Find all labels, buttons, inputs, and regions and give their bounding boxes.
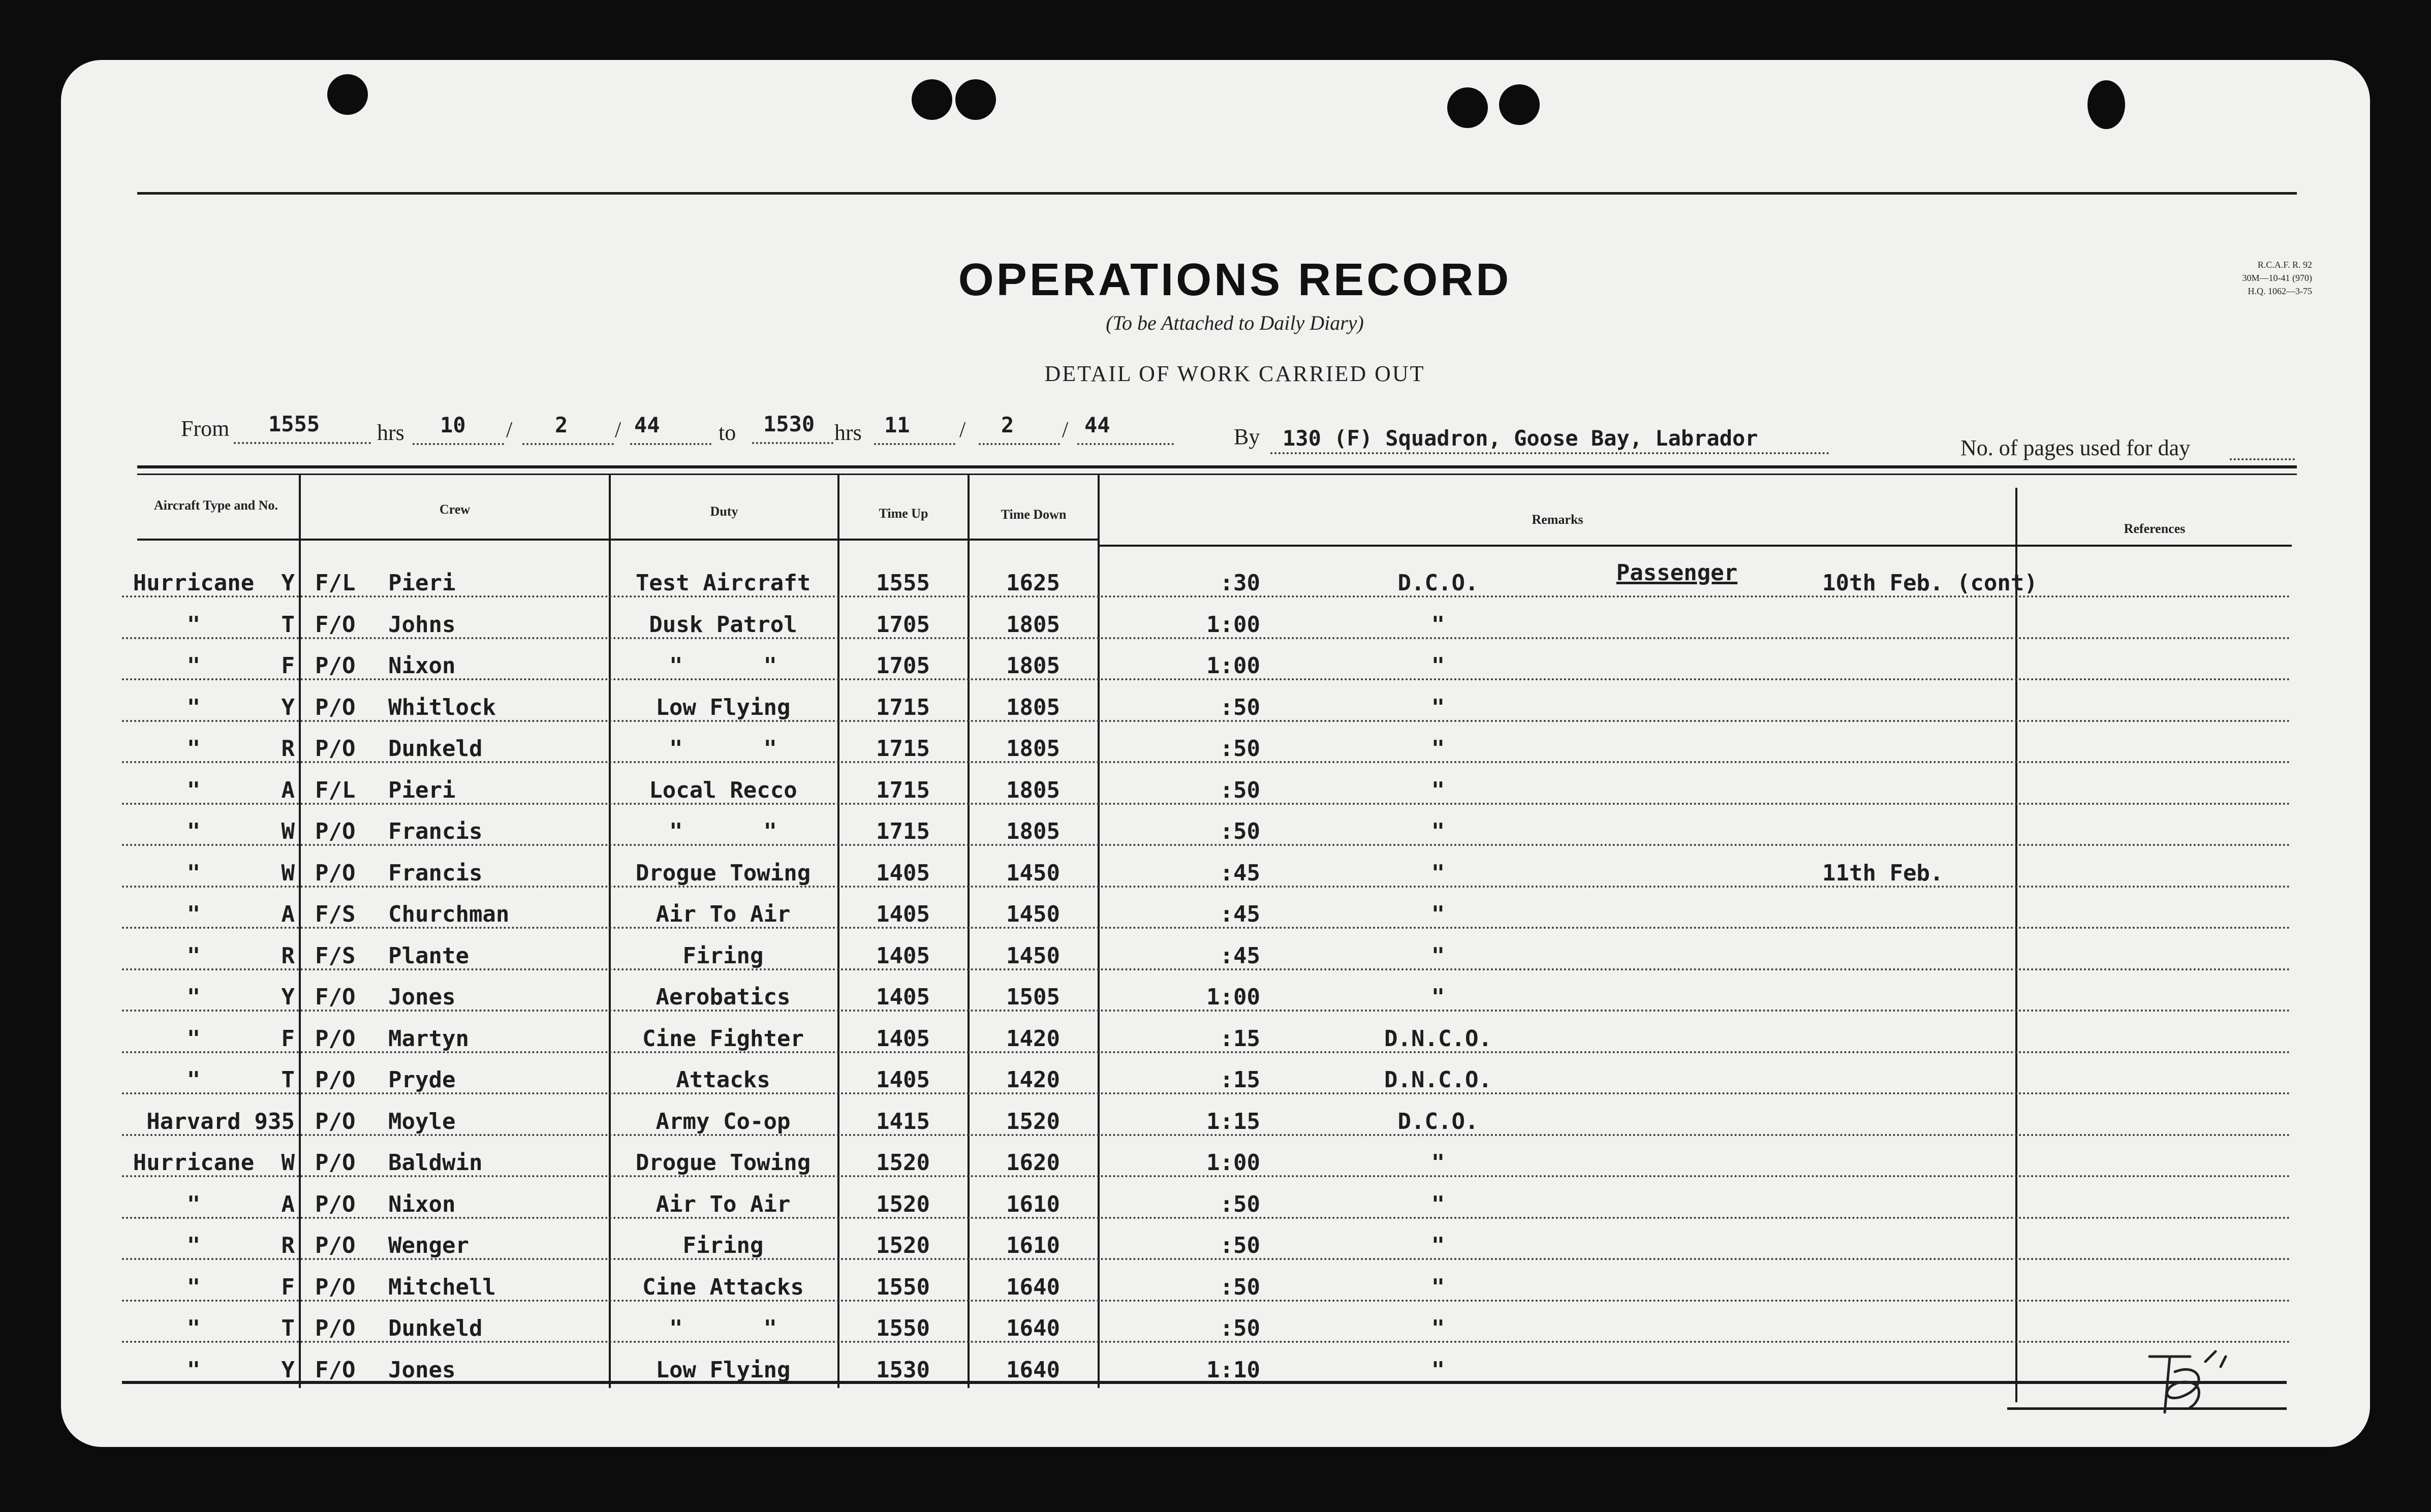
- remark: ": [1431, 653, 1445, 679]
- time-up: 1715: [876, 694, 930, 720]
- duty: " ": [669, 1315, 777, 1341]
- table-row: [0, 1138, 2431, 1179]
- remark: ": [1431, 1150, 1445, 1176]
- time-down: 1625: [1006, 570, 1060, 596]
- flight-duration: :50: [1220, 1191, 1260, 1217]
- crew-name: Nixon: [388, 653, 456, 679]
- duty: Low Flying: [656, 1357, 791, 1383]
- duty: Firing: [682, 1233, 764, 1258]
- aircraft-type: ": [186, 901, 201, 927]
- row-dotline: [122, 1134, 2292, 1136]
- from-time: 1555: [268, 412, 320, 436]
- header-bottom-rule: [137, 539, 1098, 541]
- time-up: 1405: [876, 860, 930, 886]
- date-slash: /: [506, 417, 513, 442]
- to-month: 2: [1001, 413, 1014, 437]
- crew-name: Pieri: [388, 570, 456, 596]
- duty: " ": [669, 818, 777, 844]
- header-bottom-rule-remarks: [1098, 545, 2292, 547]
- aircraft-type: ": [186, 860, 201, 886]
- remark: ": [1431, 818, 1445, 844]
- from-year-dotline: [630, 443, 711, 445]
- duty: Aerobatics: [656, 984, 791, 1010]
- crew-name: Jones: [388, 1357, 456, 1383]
- crew-name: Baldwin: [388, 1150, 483, 1176]
- aircraft-no: R: [281, 1233, 295, 1258]
- pages-label: No. of pages used for day: [1960, 435, 2191, 460]
- table-row: [0, 889, 2431, 931]
- table-row: [0, 682, 2431, 724]
- table-row: [0, 848, 2431, 890]
- remark: ": [1431, 777, 1445, 803]
- time-down: 1640: [1006, 1315, 1060, 1341]
- aircraft-type: ": [186, 1025, 201, 1052]
- time-down: 1610: [1006, 1233, 1060, 1258]
- time-down: 1505: [1006, 984, 1060, 1010]
- time-up: 1550: [876, 1274, 930, 1300]
- header-crew: Crew: [439, 502, 471, 517]
- row-dotline: [122, 968, 2292, 970]
- remark: ": [1431, 984, 1445, 1010]
- aircraft-no: Y: [281, 570, 295, 596]
- time-down: 1805: [1006, 653, 1060, 679]
- from-year: 44: [634, 413, 660, 437]
- flight-duration: :45: [1220, 942, 1260, 969]
- flight-duration: :30: [1220, 570, 1260, 596]
- crew-name: Mitchell: [388, 1274, 496, 1300]
- row-dotline: [122, 886, 2292, 888]
- flight-duration: :50: [1220, 736, 1260, 762]
- to-time: 1530: [763, 412, 815, 436]
- row-dotline: [122, 1092, 2292, 1094]
- row-dotline: [122, 927, 2292, 929]
- remark: ": [1431, 942, 1445, 969]
- table-row: [0, 1220, 2431, 1262]
- aircraft-no: W: [281, 860, 295, 886]
- duty: Air To Air: [656, 1191, 791, 1217]
- hrs-label: hrs: [834, 420, 862, 445]
- time-down: 1610: [1006, 1191, 1060, 1217]
- aircraft-type: ": [186, 736, 201, 762]
- table-row: [0, 1262, 2431, 1304]
- crew-rank: P/O: [315, 694, 356, 720]
- duty: Drogue Towing: [635, 1150, 811, 1176]
- remark: ": [1431, 901, 1445, 927]
- time-up: 1405: [876, 901, 930, 927]
- table-row: [0, 600, 2431, 641]
- row-dotline: [122, 1175, 2292, 1177]
- duty: Dusk Patrol: [649, 611, 797, 638]
- crew-rank: P/O: [315, 1315, 356, 1341]
- row-dotline: [122, 637, 2292, 639]
- crew-rank: P/O: [315, 1150, 356, 1176]
- reference: 11th Feb.: [1822, 860, 1944, 886]
- crew-rank: F/S: [315, 942, 356, 969]
- duty: Attacks: [676, 1067, 770, 1093]
- aircraft-no: T: [281, 611, 295, 638]
- reference: 10th Feb. (cont): [1822, 570, 2038, 596]
- crew-rank: P/O: [315, 1025, 356, 1052]
- aircraft-no: A: [281, 777, 295, 803]
- aircraft-type: ": [186, 942, 201, 969]
- aircraft-no: T: [281, 1315, 295, 1341]
- remark: D.N.C.O.: [1384, 1067, 1492, 1093]
- flight-duration: 1:00: [1206, 653, 1260, 679]
- time-down: 1450: [1006, 901, 1060, 927]
- crew-rank: P/O: [315, 736, 356, 762]
- flight-duration: :50: [1220, 818, 1260, 844]
- duty: Cine Fighter: [642, 1025, 804, 1052]
- form-code: [2124, 258, 2312, 298]
- document-subtitle: (To be Attached to Daily Diary): [1106, 311, 1364, 334]
- row-dotline: [122, 595, 2292, 597]
- time-down: 1450: [1006, 942, 1060, 969]
- aircraft-type: ": [186, 694, 201, 720]
- detail-heading: DETAIL OF WORK CARRIED OUT: [1044, 361, 1425, 386]
- to-time-dotline: [752, 442, 833, 444]
- crew-rank: F/L: [315, 570, 356, 596]
- aircraft-type: ": [186, 653, 201, 679]
- aircraft-type: ": [186, 818, 201, 844]
- crew-name: Whitlock: [388, 694, 496, 720]
- signature-initials: [2144, 1341, 2236, 1418]
- aircraft-type: ": [186, 1233, 201, 1258]
- crew-rank: P/O: [315, 1108, 356, 1135]
- remark-extra: Passenger: [1616, 560, 1738, 586]
- remark: ": [1431, 860, 1445, 886]
- to-day: 11: [884, 413, 910, 437]
- time-down: 1640: [1006, 1357, 1060, 1383]
- punch-hole: [327, 74, 368, 115]
- time-up: 1520: [876, 1233, 930, 1258]
- time-up: 1715: [876, 777, 930, 803]
- time-up: 1530: [876, 1357, 930, 1383]
- remark: ": [1431, 1274, 1445, 1300]
- crew-name: Dunkeld: [388, 736, 483, 762]
- flight-duration: :50: [1220, 1274, 1260, 1300]
- aircraft-type: ": [186, 1191, 201, 1217]
- duty: Army Co-op: [656, 1108, 791, 1135]
- table-row: [0, 1096, 2431, 1138]
- remark: ": [1431, 1191, 1445, 1217]
- table-row: [0, 1345, 2431, 1387]
- header-duty: Duty: [710, 504, 738, 519]
- flight-duration: :45: [1220, 901, 1260, 927]
- table-row: [0, 806, 2431, 848]
- aircraft-type: Harvard: [146, 1108, 241, 1135]
- time-up: 1520: [876, 1191, 930, 1217]
- duty: Firing: [682, 942, 764, 969]
- crew-rank: P/O: [315, 1233, 356, 1258]
- flight-duration: :50: [1220, 1233, 1260, 1258]
- time-up: 1550: [876, 1315, 930, 1341]
- row-dotline: [122, 1258, 2292, 1260]
- flight-duration: :50: [1220, 777, 1260, 803]
- crew-name: Moyle: [388, 1108, 456, 1135]
- time-up: 1555: [876, 570, 930, 596]
- hrs-label: hrs: [377, 420, 404, 445]
- crew-name: Martyn: [388, 1025, 469, 1052]
- time-down: 1620: [1006, 1150, 1060, 1176]
- remark: D.N.C.O.: [1384, 1025, 1492, 1052]
- aircraft-type: ": [186, 1357, 201, 1383]
- crew-rank: P/O: [315, 818, 356, 844]
- row-dotline: [122, 1300, 2292, 1302]
- date-slash: /: [1062, 417, 1069, 442]
- time-up: 1415: [876, 1108, 930, 1135]
- row-dotline: [122, 1217, 2292, 1219]
- time-up: 1715: [876, 818, 930, 844]
- row-dotline: [122, 803, 2292, 805]
- row-dotline: [122, 1010, 2292, 1012]
- duty: Low Flying: [656, 694, 791, 720]
- crew-rank: F/O: [315, 611, 356, 638]
- crew-rank: P/O: [315, 1274, 356, 1300]
- from-time-dotline: [234, 442, 371, 444]
- time-up: 1405: [876, 1025, 930, 1052]
- table-row: [0, 1055, 2431, 1096]
- aircraft-type: ": [186, 984, 201, 1010]
- time-up: 1405: [876, 942, 930, 969]
- table-top-rule-2: [137, 474, 2297, 475]
- crew-rank: F/L: [315, 777, 356, 803]
- aircraft-no: A: [281, 901, 295, 927]
- time-down: 1420: [1006, 1025, 1060, 1052]
- punch-hole: [1447, 87, 1488, 128]
- top-rule: [137, 192, 2297, 195]
- table-row: [0, 1303, 2431, 1345]
- unit-name: 130 (F) Squadron, Goose Bay, Labrador: [1283, 426, 1758, 451]
- duty: " ": [669, 736, 777, 762]
- crew-name: Francis: [388, 818, 483, 844]
- aircraft-no: Y: [281, 984, 295, 1010]
- time-down: 1805: [1006, 777, 1060, 803]
- flight-duration: :50: [1220, 1315, 1260, 1341]
- time-down: 1805: [1006, 694, 1060, 720]
- flight-duration: 1:00: [1206, 984, 1260, 1010]
- duty: Test Aircraft: [635, 570, 811, 596]
- aircraft-no: F: [281, 1025, 295, 1052]
- aircraft-type: Hurricane: [133, 1150, 255, 1176]
- aircraft-type: ": [186, 1067, 201, 1093]
- remark: ": [1431, 694, 1445, 720]
- row-dotline: [122, 1051, 2292, 1053]
- crew-name: Pieri: [388, 777, 456, 803]
- crew-name: Nixon: [388, 1191, 456, 1217]
- header-time-up: Time Up: [879, 506, 928, 521]
- crew-name: Pryde: [388, 1067, 456, 1093]
- time-down: 1805: [1006, 611, 1060, 638]
- time-down: 1640: [1006, 1274, 1060, 1300]
- duty: " ": [669, 653, 777, 679]
- aircraft-type: ": [186, 777, 201, 803]
- crew-name: Wenger: [388, 1233, 469, 1258]
- aircraft-no: 935: [254, 1108, 295, 1135]
- by-label: By: [1234, 424, 1260, 449]
- aircraft-type: ": [186, 1315, 201, 1341]
- table-row: [0, 1014, 2431, 1055]
- crew-rank: F/O: [315, 1357, 356, 1383]
- form-code-line: H.Q. 1062—3-75: [2248, 286, 2312, 296]
- to-label: to: [719, 420, 736, 445]
- table-row: [0, 931, 2431, 972]
- crew-name: Dunkeld: [388, 1315, 483, 1341]
- flight-duration: :15: [1220, 1025, 1260, 1052]
- remark: D.C.O.: [1397, 1108, 1479, 1135]
- punch-hole: [2087, 80, 2125, 129]
- crew-rank: F/O: [315, 984, 356, 1010]
- duty: Drogue Towing: [635, 860, 811, 886]
- remark: ": [1431, 1315, 1445, 1341]
- date-slash: /: [959, 417, 966, 442]
- pages-dotline: [2230, 458, 2295, 460]
- flight-duration: 1:00: [1206, 611, 1260, 638]
- header-aircraft: Aircraft Type and No.: [153, 498, 278, 513]
- crew-rank: P/O: [315, 1191, 356, 1217]
- table-row: [0, 765, 2431, 807]
- flight-duration: :50: [1220, 694, 1260, 720]
- time-down: 1805: [1006, 818, 1060, 844]
- aircraft-no: A: [281, 1191, 295, 1217]
- table-row: [0, 641, 2431, 682]
- document-title: OPERATIONS RECORD: [958, 255, 1512, 305]
- table-row: [0, 1179, 2431, 1221]
- crew-rank: P/O: [315, 860, 356, 886]
- aircraft-no: F: [281, 653, 295, 679]
- to-day-dotline: [874, 443, 955, 445]
- crew-rank: P/O: [315, 1067, 356, 1093]
- duty: Local Recco: [649, 777, 797, 803]
- from-day-dotline: [413, 443, 504, 445]
- to-month-dotline: [979, 443, 1060, 445]
- crew-name: Plante: [388, 942, 469, 969]
- time-down: 1450: [1006, 860, 1060, 886]
- time-up: 1405: [876, 1067, 930, 1093]
- flight-duration: :45: [1220, 860, 1260, 886]
- crew-name: Jones: [388, 984, 456, 1010]
- form-code-line: R.C.A.F. R. 92: [2257, 260, 2312, 270]
- table-row: [0, 972, 2431, 1014]
- remark: ": [1431, 611, 1445, 638]
- time-down: 1420: [1006, 1067, 1060, 1093]
- from-label: From: [181, 416, 230, 441]
- time-down: 1520: [1006, 1108, 1060, 1135]
- flight-duration: 1:15: [1206, 1108, 1260, 1135]
- time-up: 1705: [876, 653, 930, 679]
- aircraft-no: Y: [281, 1357, 295, 1383]
- unit-dotline: [1270, 452, 1829, 454]
- crew-name: Churchman: [388, 901, 510, 927]
- date-slash: /: [615, 417, 621, 442]
- punch-hole: [955, 79, 996, 120]
- aircraft-no: R: [281, 942, 295, 969]
- row-dotline: [122, 1341, 2292, 1343]
- flight-duration: :15: [1220, 1067, 1260, 1093]
- aircraft-type: ": [186, 1274, 201, 1300]
- table-top-rule: [137, 465, 2297, 468]
- row-dotline: [122, 761, 2292, 763]
- row-dotline: [122, 844, 2292, 846]
- aircraft-no: W: [281, 818, 295, 844]
- header-remarks: Remarks: [1532, 512, 1583, 527]
- to-year: 44: [1084, 413, 1110, 437]
- crew-name: Johns: [388, 611, 456, 638]
- table-row: [0, 723, 2431, 765]
- time-up: 1405: [876, 984, 930, 1010]
- crew-rank: P/O: [315, 653, 356, 679]
- duty: Cine Attacks: [642, 1274, 804, 1300]
- remark: D.C.O.: [1397, 570, 1479, 596]
- from-month: 2: [555, 413, 568, 437]
- form-code-line: 30M—10-41 (970): [2242, 273, 2312, 283]
- remark: ": [1431, 736, 1445, 762]
- header-time-down: Time Down: [1001, 507, 1067, 522]
- duty: Air To Air: [656, 901, 791, 927]
- aircraft-no: F: [281, 1274, 295, 1300]
- time-down: 1805: [1006, 736, 1060, 762]
- remark: ": [1431, 1233, 1445, 1258]
- from-day: 10: [440, 413, 466, 437]
- from-month-dotline: [522, 443, 614, 445]
- header-references: References: [2124, 521, 2186, 536]
- flight-duration: 1:00: [1206, 1150, 1260, 1176]
- time-up: 1705: [876, 611, 930, 638]
- time-up: 1715: [876, 736, 930, 762]
- punch-hole: [1499, 84, 1540, 125]
- aircraft-type: ": [186, 611, 201, 638]
- aircraft-type: Hurricane: [133, 570, 255, 596]
- row-dotline: [122, 678, 2292, 680]
- aircraft-no: R: [281, 736, 295, 762]
- row-dotline: [122, 720, 2292, 722]
- crew-rank: F/S: [315, 901, 356, 927]
- aircraft-no: T: [281, 1067, 295, 1093]
- remark: ": [1431, 1357, 1445, 1383]
- to-year-dotline: [1077, 443, 1174, 445]
- table-row: [0, 558, 2431, 600]
- aircraft-no: W: [281, 1150, 295, 1176]
- flight-duration: 1:10: [1206, 1357, 1260, 1383]
- punch-hole: [912, 79, 952, 120]
- aircraft-no: Y: [281, 694, 295, 720]
- crew-name: Francis: [388, 860, 483, 886]
- time-up: 1520: [876, 1150, 930, 1176]
